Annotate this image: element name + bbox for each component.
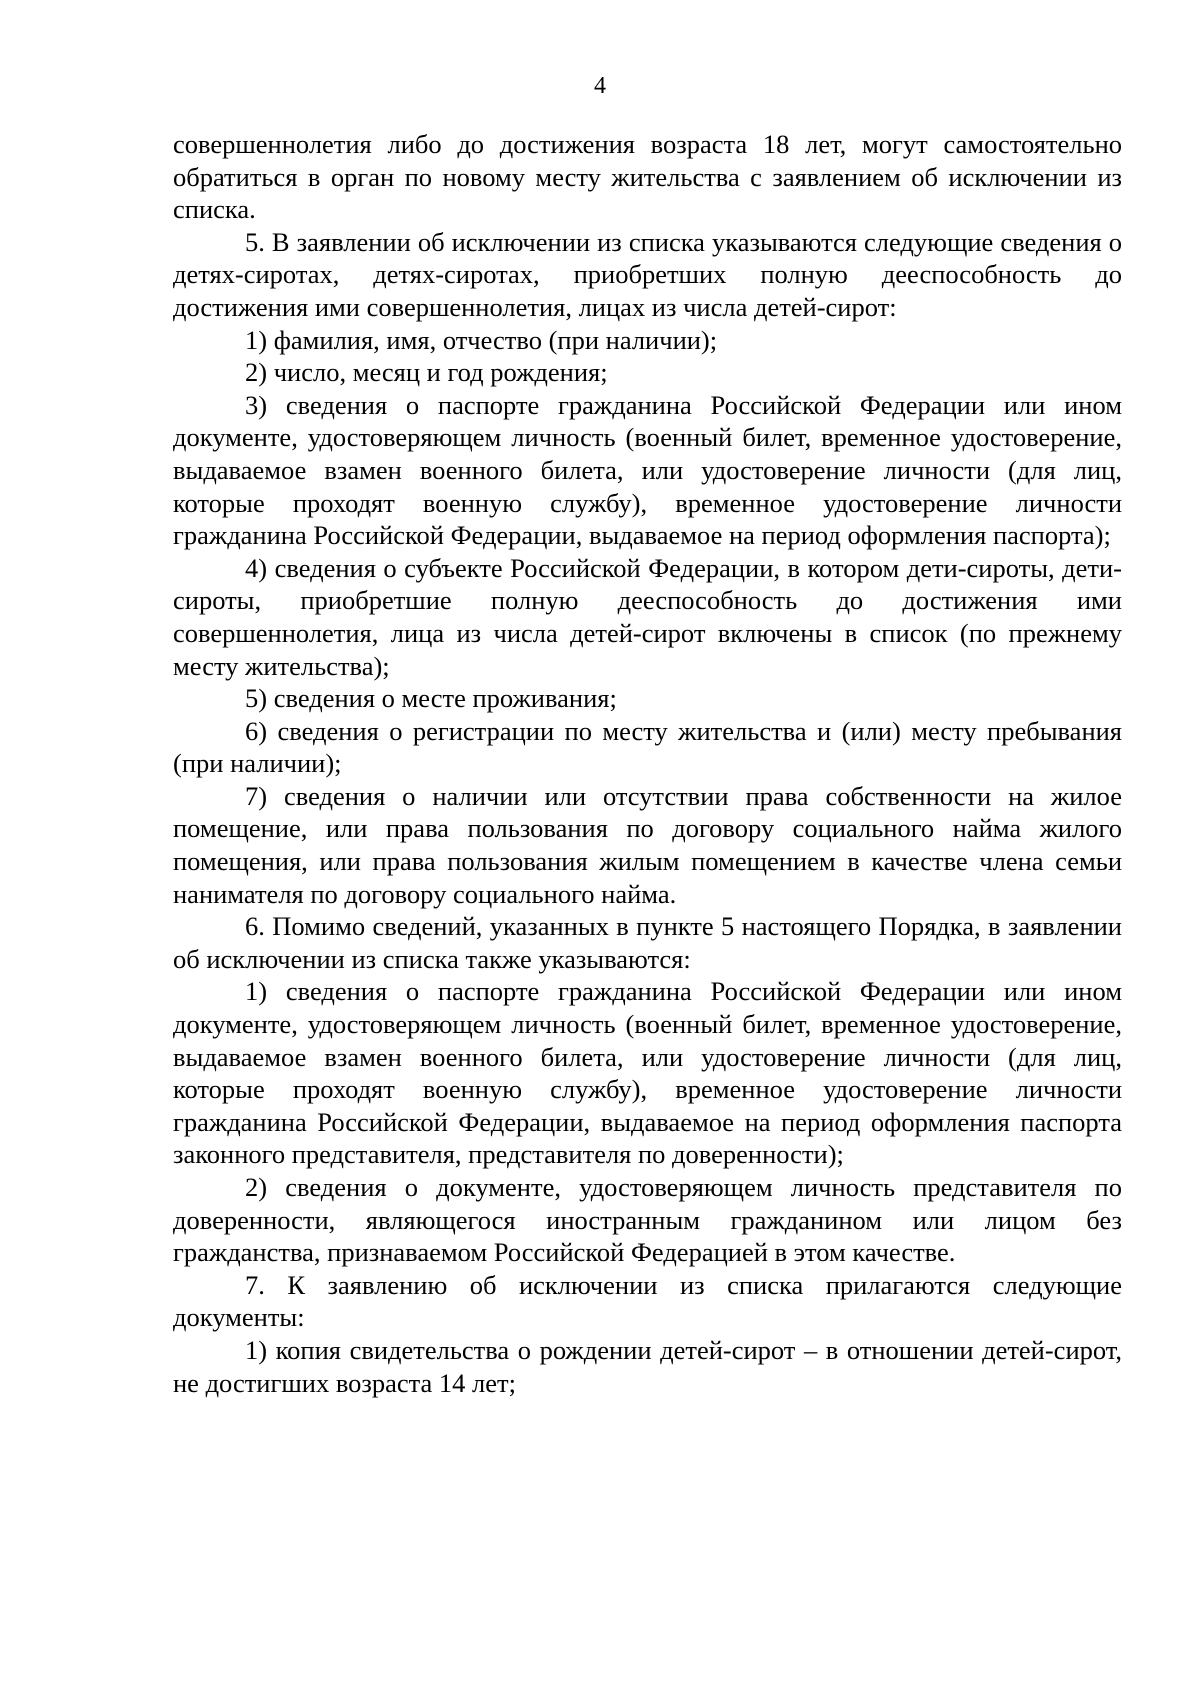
paragraph-item-5: 5. В заявлении об исключении из списка указываются следующие сведения о детях-сиротах, детях-сиротах, приобретших полную дееспособность до достижения ими совершеннолетия, лицах из числа детей-сирот:	[173, 226, 1122, 322]
paragraph-item-7: 7. К заявлению об исключении из списка прилагаются следующие документы:	[173, 1269, 1122, 1333]
paragraph-item-5-5: 5) сведения о месте проживания;	[245, 683, 617, 714]
paragraph-continuation: совершеннолетия либо до достижения возраста 18 лет, могут самостоятельно обратиться в орган по новому месту жительства с заявлением об исключении из списка.	[173, 129, 1122, 225]
paragraph-item-6-1: 1) сведения о паспорте гражданина Российской Федерации или ином документе, удостоверяющем личность (военный билет, временное удостоверение, выдаваемое взамен военного билета, или удостоверение личности (для лиц, которые проходят военную службу), временное удостоверение личности гражданина Российской Федерации, выдаваемое на период оформления паспорта законного представителя, представителя по доверенности);	[173, 976, 1122, 1170]
paragraph-item-5-2: 2) число, месяц и год рождения;	[245, 357, 608, 388]
paragraph-item-6-2: 2) сведения о документе, удостоверяющем личность представителя по доверенности, являющегося иностранным гражданином или лицом без гражданства, признаваемом Российской Федерацией в этом качестве.	[173, 1172, 1122, 1268]
page-number: 4	[594, 73, 606, 99]
paragraph-item-5-7: 7) сведения о наличии или отсутствии права собственности на жилое помещение, или права пользования по договору социального найма жилого помещения, или права пользования жилым помещением в качестве члена семьи нанимателя по договору социального найма.	[173, 780, 1122, 909]
paragraph-item-5-6: 6) сведения о регистрации по месту жительства и (или) месту пребывания (при наличии);	[173, 715, 1122, 779]
paragraph-item-5-4: 4) сведения о субъекте Российской Федерации, в котором дети-сироты, дети-сироты, приобретшие полную дееспособность до достижения ими совершеннолетия, лица из числа детей-сирот включены в список (по прежнему месту жительства);	[173, 552, 1122, 681]
paragraph-item-5-1: 1) фамилия, имя, отчество (при наличии);	[245, 324, 718, 355]
paragraph-item-7-1: 1) копия свидетельства о рождении детей-сирот – в отношении детей-сирот, не достигших возраста 14 лет;	[173, 1334, 1122, 1398]
document-body	[173, 128, 1122, 1399]
paragraph-item-5-3: 3) сведения о паспорте гражданина Российской Федерации или ином документе, удостоверяющем личность (военный билет, временное удостоверение, выдаваемое взамен военного билета, или удостоверение личности (для лиц, которые проходят военную службу), временное удостоверение личности гражданина Российской Федерации, выдаваемое на период оформления паспорта);	[173, 389, 1122, 551]
paragraph-item-6: 6. Помимо сведений, указанных в пункте 5 настоящего Порядка, в заявлении об исключении из списка также указываются:	[173, 911, 1122, 974]
